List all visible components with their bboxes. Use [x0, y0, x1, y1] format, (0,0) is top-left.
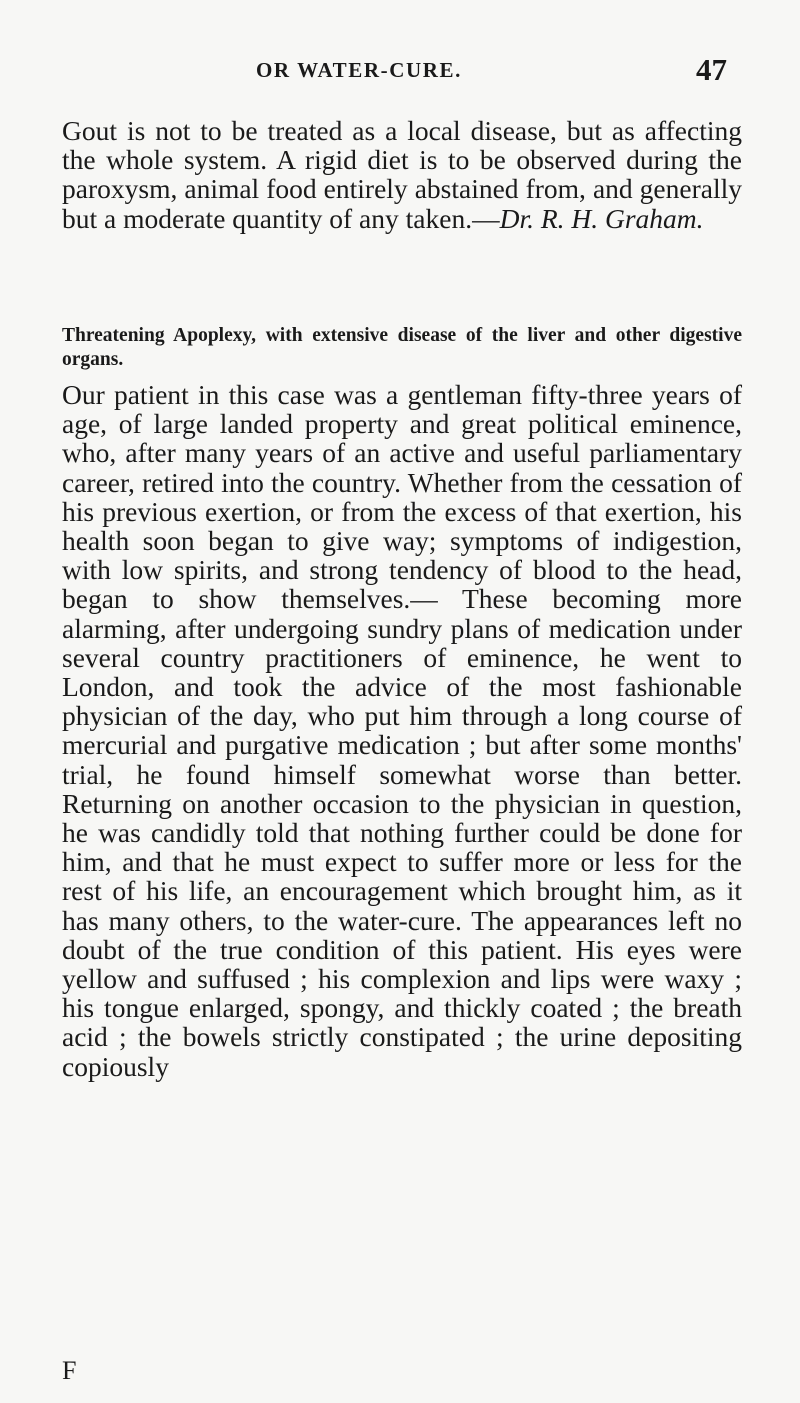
paragraph-gout-text: Gout is not to be treated as a local disease, but as affecting the whole system. A rigid diet is to be observed during the paroxysm, animal food entirely abstained from, and generally but a moderate quantity of any taken.— — [62, 115, 742, 234]
attribution: Dr. R. H. Graham. — [499, 202, 704, 234]
paragraph-case: Our patient in this case was a gentleman fifty-three years of age, of large landed property and great political eminence, who, after many years of an active and useful parliamentary career, retired into the country. Whether from the cessation of his previous exertion, or from the excess of that exertion, his health soon began to give way; symptoms of indigestion, with low spirits, and strong tendency of blood to the head, began to show themselves.— These becoming more alarming, after undergoing sundry plans of medication under several country practitioners of eminence, he went to London, and took the advice of the most fashionable physician of the day, who put him through a long course of mercurial and purgative medication ; but after some months' trial, he found himself somewhat worse than better. Returning on another occasion to the physician in question, he was candidly told that nothing further could be done for him, and that he must expect to suffer more or less for the rest of his life, an encouragement which brought him, as it has many others, to the water-cure. The appearances left no doubt of the true condition of this patient. His eyes were yellow and suffused ; his complexion and lips were waxy ; his tongue enlarged, spongy, and thickly coated ; the breath acid ; the bowels strictly constipated ; the urine depositing copiously — [62, 379, 742, 1082]
paragraph-gout — [62, 116, 742, 233]
page-number: 47 — [696, 52, 727, 87]
running-title: OR WATER-CURE. — [256, 58, 462, 82]
section-heading: Threatening Apoplexy, with extensive disease of the liver and other digestive organs. — [62, 325, 742, 370]
signature-mark: F — [62, 1356, 77, 1385]
